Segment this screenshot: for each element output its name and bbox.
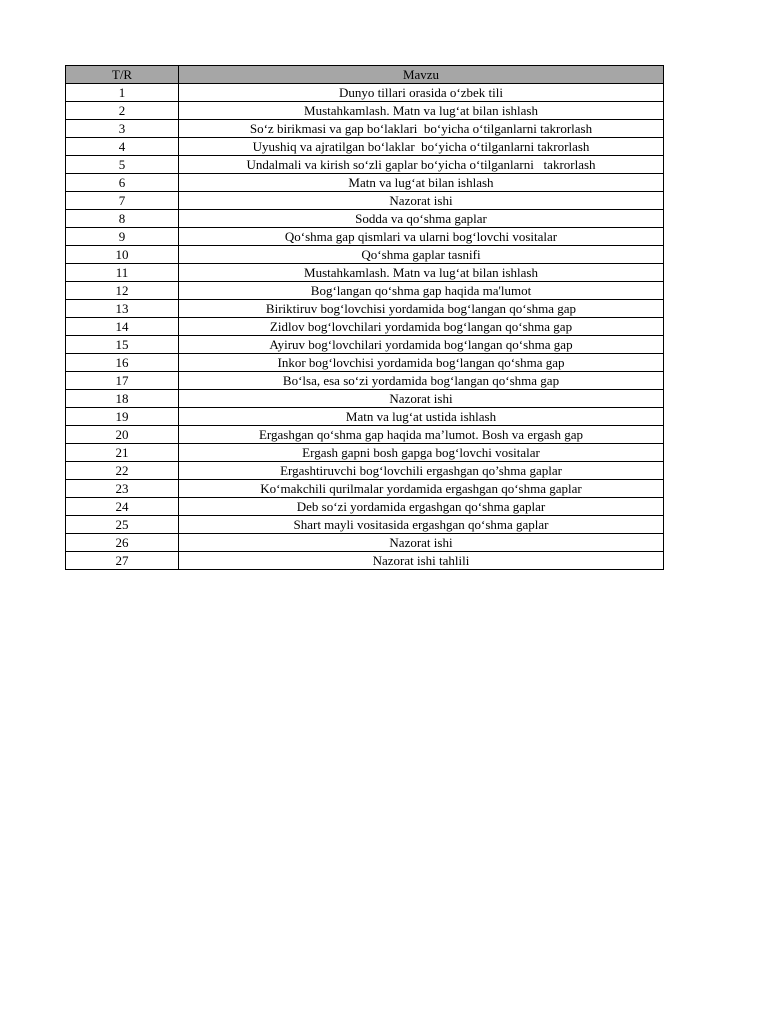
table-row	[66, 480, 664, 498]
row-topic: Nazorat ishi	[179, 390, 664, 408]
table-row	[66, 192, 664, 210]
row-topic: Sodda va qo‘shma gaplar	[179, 210, 664, 228]
row-topic: Qo‘shma gap qismlari va ularni bog‘lovchi vositalar	[179, 228, 664, 246]
row-topic: Nazorat ishi	[179, 192, 664, 210]
row-topic: Mustahkamlash. Matn va lug‘at bilan ishlash	[179, 102, 664, 120]
row-topic: Ergashtiruvchi bog‘lovchili ergashgan qo’shma gaplar	[179, 462, 664, 480]
row-topic: Ergash gapni bosh gapga bog‘lovchi vositalar	[179, 444, 664, 462]
row-topic: Biriktiruv bog‘lovchisi yordamida bog‘langan qo‘shma gap	[179, 300, 664, 318]
row-topic: Undalmali va kirish so‘zli gaplar bo‘yicha o‘tilganlarni takrorlash	[179, 156, 664, 174]
row-topic: Qo‘shma gaplar tasnifi	[179, 246, 664, 264]
row-topic: Uyushiq va ajratilgan bo‘laklar bo‘yicha o‘tilganlarni takrorlash	[179, 138, 664, 156]
row-number: 6	[66, 174, 179, 192]
row-number: 15	[66, 336, 179, 354]
row-number: 3	[66, 120, 179, 138]
row-topic: Inkor bog‘lovchisi yordamida bog‘langan qo‘shma gap	[179, 354, 664, 372]
row-number: 24	[66, 498, 179, 516]
table-row	[66, 282, 664, 300]
row-topic: Dunyo tillari orasida o‘zbek tili	[179, 84, 664, 102]
row-number: 14	[66, 318, 179, 336]
row-number: 10	[66, 246, 179, 264]
header-number: T/R	[66, 66, 179, 84]
table-row	[66, 228, 664, 246]
row-number: 18	[66, 390, 179, 408]
row-topic: Nazorat ishi tahlili	[179, 552, 664, 570]
table-row	[66, 156, 664, 174]
row-number: 1	[66, 84, 179, 102]
row-topic: Bog‘langan qo‘shma gap haqida ma'lumot	[179, 282, 664, 300]
row-topic: Zidlov bog‘lovchilari yordamida bog‘langan qo‘shma gap	[179, 318, 664, 336]
row-number: 12	[66, 282, 179, 300]
row-number: 25	[66, 516, 179, 534]
table-row	[66, 372, 664, 390]
row-topic: Matn va lug‘at bilan ishlash	[179, 174, 664, 192]
table-row	[66, 120, 664, 138]
row-number: 21	[66, 444, 179, 462]
table-row	[66, 516, 664, 534]
row-topic: Nazorat ishi	[179, 534, 664, 552]
row-number: 19	[66, 408, 179, 426]
row-topic: Shart mayli vositasida ergashgan qo‘shma gaplar	[179, 516, 664, 534]
row-topic: Mustahkamlash. Matn va lug‘at bilan ishlash	[179, 264, 664, 282]
row-number: 8	[66, 210, 179, 228]
row-number: 26	[66, 534, 179, 552]
table-row	[66, 354, 664, 372]
table-body	[66, 84, 664, 570]
row-number: 4	[66, 138, 179, 156]
table-row	[66, 174, 664, 192]
table-row	[66, 552, 664, 570]
table-row	[66, 246, 664, 264]
row-topic: Ergashgan qo‘shma gap haqida ma’lumot. Bosh va ergash gap	[179, 426, 664, 444]
table-row	[66, 534, 664, 552]
table-row	[66, 264, 664, 282]
row-topic: Ayiruv bog‘lovchilari yordamida bog‘langan qo‘shma gap	[179, 336, 664, 354]
row-topic: Matn va lug‘at ustida ishlash	[179, 408, 664, 426]
table-header-row	[66, 66, 664, 84]
topics-table	[65, 65, 664, 570]
row-topic: So‘z birikmasi va gap bo‘laklari bo‘yicha o‘tilganlarni takrorlash	[179, 120, 664, 138]
table-row	[66, 84, 664, 102]
row-number: 16	[66, 354, 179, 372]
table-row	[66, 462, 664, 480]
table-row	[66, 318, 664, 336]
row-number: 13	[66, 300, 179, 318]
row-topic: Ko‘makchili qurilmalar yordamida ergashgan qo‘shma gaplar	[179, 480, 664, 498]
row-topic: Bo‘lsa, esa so‘zi yordamida bog‘langan qo‘shma gap	[179, 372, 664, 390]
row-number: 27	[66, 552, 179, 570]
table-row	[66, 426, 664, 444]
table-row	[66, 444, 664, 462]
row-number: 9	[66, 228, 179, 246]
row-number: 20	[66, 426, 179, 444]
header-topic: Mavzu	[179, 66, 664, 84]
table-row	[66, 498, 664, 516]
table-row	[66, 102, 664, 120]
table-row	[66, 138, 664, 156]
row-number: 5	[66, 156, 179, 174]
row-number: 2	[66, 102, 179, 120]
table-row	[66, 210, 664, 228]
row-topic: Deb so‘zi yordamida ergashgan qo‘shma gaplar	[179, 498, 664, 516]
row-number: 7	[66, 192, 179, 210]
table-row	[66, 300, 664, 318]
table-row	[66, 336, 664, 354]
row-number: 11	[66, 264, 179, 282]
table-row	[66, 408, 664, 426]
table-row	[66, 390, 664, 408]
row-number: 23	[66, 480, 179, 498]
row-number: 22	[66, 462, 179, 480]
row-number: 17	[66, 372, 179, 390]
